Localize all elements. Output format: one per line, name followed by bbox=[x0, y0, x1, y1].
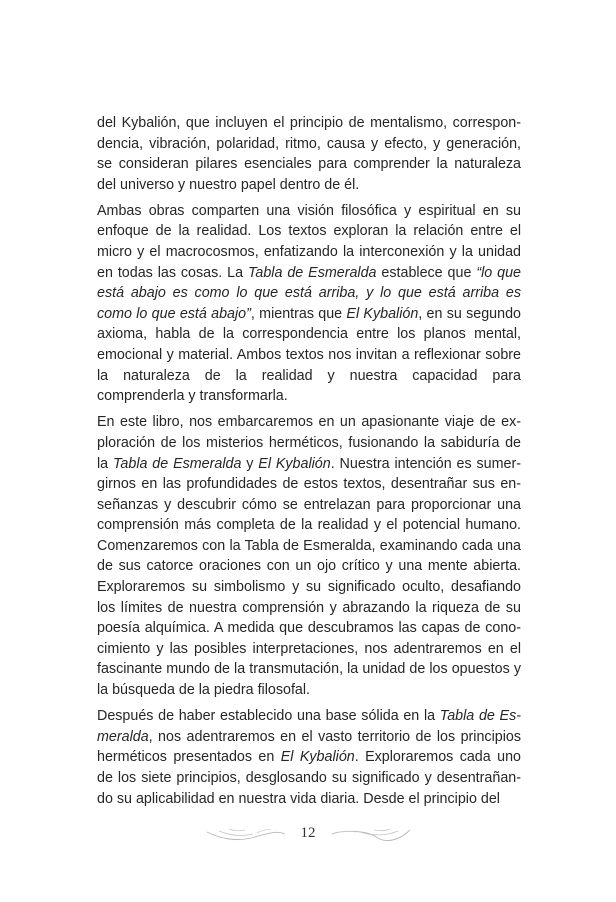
book-title-el-kybalion: El Kybalión bbox=[346, 305, 419, 322]
text-segment: . Exploraremos cada uno de los siete principios, desglosando su significado y desentrañando su aplicabilidad en nuestra vida diaria. Desde el principio del bbox=[97, 749, 521, 807]
text-segment: , mientras que bbox=[250, 305, 347, 322]
text-segment: , en su segundo axioma, habla de la correspondencia entre los planos mental, emocional y material. Ambos textos nos invitan a reflexionar sobre la naturaleza de la realidad y nuestra capacidad para comprenderla y transformarla. bbox=[97, 305, 521, 405]
book-title-tabla-de-esmeralda: Tabla de Esmeralda bbox=[97, 708, 522, 745]
text-segment: En este libro, nos embarcaremos en un apasionante viaje de exploración de los misterios herméticos, fusionando la sabiduría de la bbox=[97, 414, 521, 472]
book-title-el-kybalion: El Kybalión bbox=[280, 749, 355, 766]
book-title-tabla-de-esmeralda: Tabla de Esmeralda bbox=[247, 264, 377, 281]
text-segment: establece que bbox=[376, 264, 477, 281]
text-segment: Después de haber establecido una base sólida en la bbox=[97, 708, 440, 725]
page-footer bbox=[0, 820, 616, 846]
book-title-el-kybalion: El Kybalión bbox=[258, 455, 331, 472]
swirl-ornament-left-icon bbox=[205, 822, 287, 844]
paragraph-4 bbox=[97, 706, 521, 809]
text-segment: , nos adentraremos en el vasto territorio de los principios herméticos presentados en bbox=[97, 728, 521, 766]
page-number: 12 bbox=[300, 825, 316, 841]
quotation: “lo que está abajo es como lo que está arriba, y lo que está arriba es como lo que está abajo” bbox=[97, 264, 521, 322]
text-segment: y bbox=[241, 455, 259, 472]
paragraph-2 bbox=[97, 201, 521, 407]
paragraph-1 bbox=[97, 113, 521, 195]
text-segment: Ambas obras comparten una visión filosófica y espiritual en su enfoque de la realidad. Los textos exploran la relación entre el micro y el macrocosmos, enfatizando la interconexión y la unidad en todas las cosas. La bbox=[97, 202, 521, 281]
body-text bbox=[97, 113, 521, 815]
text-segment: . Nuestra intención es sumergirnos en las profundidades de estos textos, desentrañar sus enseñanzas y descubrir cómo se entrelazan para proporcionar una comprensión más completa de la realidad y el potencial humano. Comenzaremos con la Tabla de Esmeralda, examinando cada una de sus catorce oraciones con un ojo crítico y una mente abierta. Exploraremos su simbolismo y su significado oculto, desafiando los límites de nuestra comprensión y abrazando la riqueza de su poesía alquímica. A medida que descubramos las capas de conocimiento y las posibles interpretaciones, nos adentraremos en el fascinante mundo de la transmutación, la unidad de los opuestos y la búsqueda de la piedra filosofal. bbox=[97, 455, 522, 699]
swirl-ornament-right-icon bbox=[330, 822, 412, 844]
text-segment: del Kybalión, que incluyen el principio de mentalismo, correspondencia, vibración, polaridad, ritmo, causa y efecto, y generación, se consideran pilares esenciales para comprender la naturaleza del universo y nuestro papel dentro de él. bbox=[97, 115, 521, 193]
book-title-tabla-de-esmeralda: Tabla de Esmeralda bbox=[113, 455, 242, 472]
paragraph-3 bbox=[97, 412, 521, 700]
